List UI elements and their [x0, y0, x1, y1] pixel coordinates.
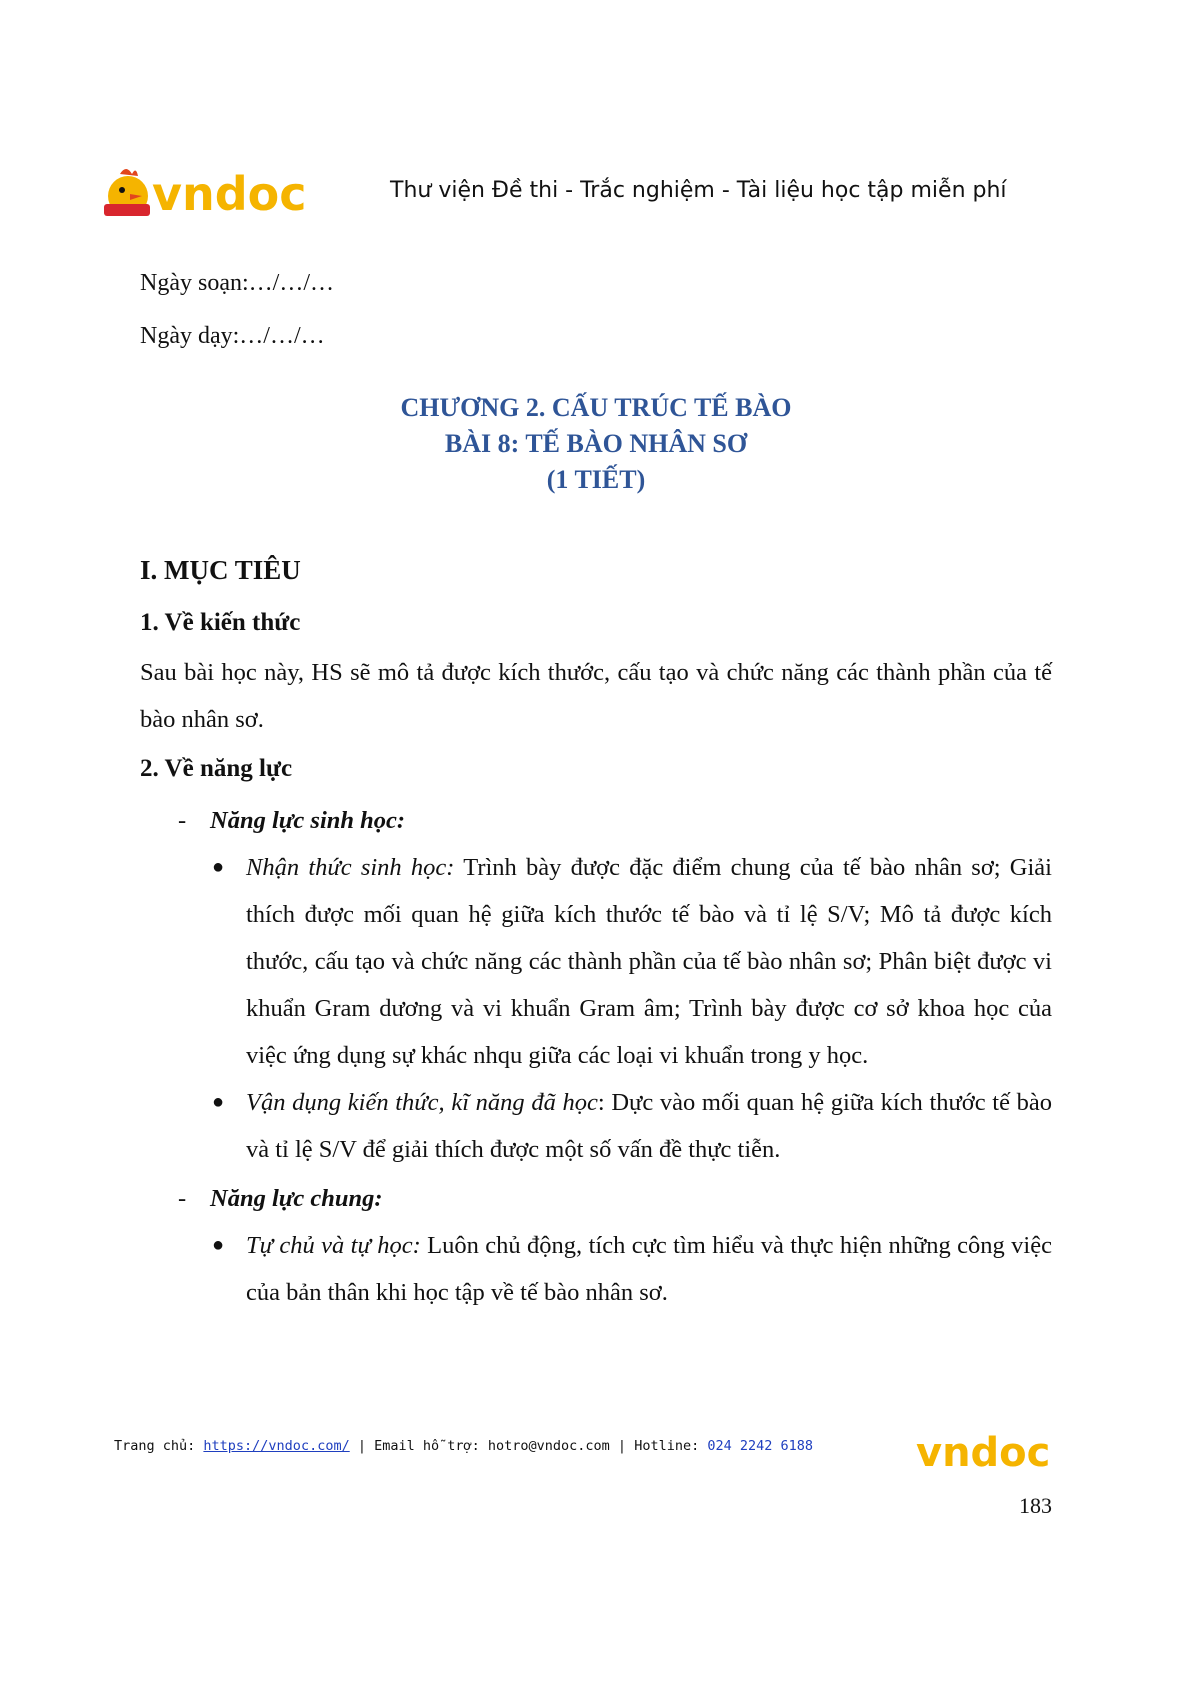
bullet-dot-icon: ●: [212, 856, 225, 878]
home-link[interactable]: https://vndoc.com/: [203, 1438, 350, 1454]
svg-text:vndoc: vndoc: [152, 167, 307, 221]
bullet-item: [140, 1079, 1052, 1173]
bullet-dot-icon: ●: [212, 1091, 225, 1113]
bullet-item: [140, 1222, 1052, 1316]
chapter-title: CHƯƠNG 2. CẤU TRÚC TẾ BÀO: [400, 393, 792, 422]
lesson-title-block: [0, 390, 1192, 498]
lesson-title: BÀI 8: TẾ BÀO NHÂN SƠ: [444, 429, 748, 458]
teaching-date: Ngày dạy:…/…/…: [140, 323, 325, 349]
lesson-duration: (1 TIẾT): [546, 465, 646, 494]
chick-mascot-icon: [104, 169, 150, 216]
competence-group-title: Năng lực chung:: [210, 1185, 383, 1212]
document-body: [140, 543, 1052, 1316]
bullet-lead: Nhận thức sinh học:: [246, 854, 455, 881]
bullet-item: [140, 844, 1052, 1079]
bullet-text: Luôn chủ động, tích cực tìm hiểu và thực hiện những công việc của bản thân khi học tập về tế bào nhân sơ.: [246, 1232, 1052, 1306]
preparation-date: Ngày soạn:…/…/…: [140, 270, 334, 296]
hotline-number: 024 2242 6188: [707, 1438, 814, 1454]
page-header: [100, 160, 1050, 230]
bullet-text: Trình bày được đặc điểm chung của tế bào nhân sơ; Giải thích được mối quan hệ giữa kích thước tế bào và tỉ lệ S/V; Mô tả được kích thước, cấu tạo và chức năng các thành phần của tế bào nhân sơ; Phân biệt được vi khuẩn Gram dương và vi khuẩn Gram âm; Trình bày được cơ sở khoa học của việc ứng dụng sự khác nhqu giữa các loại vi khuẩn trong y học.: [246, 854, 1052, 1069]
dash-marker: -: [178, 1185, 187, 1212]
subsection-heading-knowledge: 1. Về kiến thức: [140, 609, 301, 636]
home-label: Trang chủ:: [114, 1438, 204, 1454]
email-info: | Email hỗ trợ: hotro@vndoc.com | Hotline:: [349, 1438, 708, 1454]
svg-text:vndoc: vndoc: [916, 1430, 1051, 1474]
vndoc-footer-logo: [914, 1428, 1054, 1474]
bullet-lead: Vận dụng kiến thức, kĩ năng đã học: [246, 1089, 598, 1116]
site-tagline: Thư viện Đề thi - Trắc nghiệm - Tài liệu học tập miễn phí: [390, 178, 1007, 203]
competence-group-general: [140, 1175, 1052, 1222]
footer-contact: [114, 1438, 813, 1454]
page-number: 183: [1019, 1493, 1052, 1518]
page-footer: [114, 1428, 1054, 1478]
section-heading-objectives: I. MỤC TIÊU: [140, 555, 301, 585]
bullet-dot-icon: ●: [212, 1234, 225, 1256]
bullet-text: : Dực vào mối quan hệ giữa kích thước tế bào và tỉ lệ S/V để giải thích được một số vấn đề thực tiễn.: [246, 1089, 1052, 1163]
bullet-lead: Tự chủ và tự học:: [246, 1232, 421, 1259]
competence-group-biology: [140, 797, 1052, 844]
knowledge-paragraph: Sau bài học này, HS sẽ mô tả được kích thước, cấu tạo và chức năng các thành phần của tế bào nhân sơ.: [140, 659, 1052, 733]
vndoc-logo: [100, 160, 330, 230]
dash-marker: -: [178, 807, 187, 834]
competence-group-title: Năng lực sinh học:: [210, 807, 406, 834]
subsection-heading-competence: 2. Về năng lực: [140, 755, 293, 782]
